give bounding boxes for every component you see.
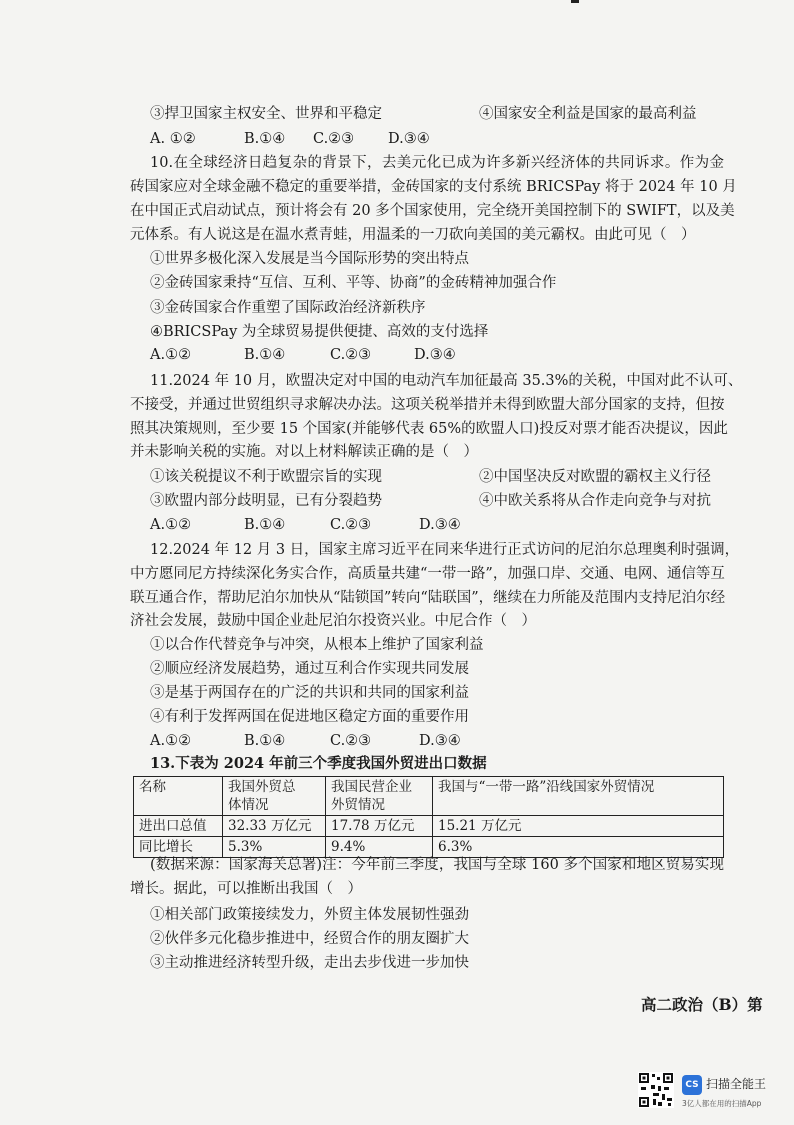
q13-option-3: ③主动推进经济转型升级，走出去步伐进一步加快 (150, 955, 469, 971)
q11-choice-d[interactable]: D.③④ (419, 517, 461, 533)
q11-option-2: ②中国坚决反对欧盟的霸权主义行径 (479, 469, 711, 485)
q11-stem-line-2: 不接受，并通过世贸组织寻求解决办法。这项关税举措并未得到欧盟大部分国家的支持，但按 (130, 397, 725, 413)
q10-choice-d[interactable]: D.③④ (414, 347, 456, 363)
q9-choice-c[interactable]: C.②③ (313, 131, 355, 147)
q13-option-2: ②伙伴多元化稳步推进中，经贸合作的朋友圈扩大 (150, 931, 469, 947)
q10-option-3: ③金砖国家合作重塑了国际政治经济新秩序 (150, 300, 426, 316)
q13-intro: 13.下表为 2024 年前三个季度我国外贸进出口数据 (150, 755, 487, 772)
q10-stem-line-1: 10.在全球经济日趋复杂的背景下，去美元化已成为许多新兴经济体的共同诉求。作为金 (150, 155, 724, 171)
q13-note-line-1: (数据来源：国家海关总署)注：今年前三季度，我国与全球 160 多个国家和地区贸易实现 (150, 857, 724, 873)
q12-option-2: ②顺应经济发展趋势，通过互利合作实现共同发展 (150, 661, 469, 677)
q12-stem-line-2: 中方愿同尼方持续深化务实合作，高质量共建“一带一路”，加强口岸、交通、电网、通信等互 (130, 566, 725, 582)
qr-code-icon (638, 1072, 674, 1108)
table-cell: 5.3% (223, 837, 326, 858)
q13-note-line-2: 增长。据此，可以推断出我国（ ） (130, 881, 362, 897)
q10-option-2: ②金砖国家秉持“互信、互利、平等、协商”的金砖精神加强合作 (150, 275, 557, 291)
q12-choice-d[interactable]: D.③④ (419, 733, 461, 749)
q9-option-3: ③捍卫国家主权安全、世界和平稳定 (150, 106, 382, 122)
q10-choice-a[interactable]: A.①② (150, 347, 192, 363)
table-cell: 15.21 万亿元 (433, 816, 724, 837)
table-cell: 进出口总值 (134, 816, 223, 837)
q12-choice-b[interactable]: B.①④ (244, 733, 286, 749)
q9-option-4: ④国家安全利益是国家的最高利益 (479, 106, 697, 122)
table-row (134, 816, 724, 837)
scanner-app-tagline: 3亿人都在用的扫描App (682, 1099, 762, 1108)
q9-choice-b[interactable]: B.①④ (244, 131, 286, 147)
q10-option-4: ④BRICSPay 为全球贸易提供便捷、高效的支付选择 (150, 324, 489, 340)
table-cell: 9.4% (326, 837, 433, 858)
q10-stem-line-2: 砖国家应对全球金融不稳定的重要举措，金砖国家的支付系统 BRICSPay 将于 2024 年 10 月 (130, 179, 737, 195)
table-cell: 17.78 万亿元 (326, 816, 433, 837)
q11-option-3: ③欧盟内部分歧明显，已有分裂趋势 (150, 493, 382, 509)
table-header-row (134, 777, 724, 816)
q11-stem-line-3: 照其决策规则，至少要 15 个国家(并能够代表 65%的欧盟人口)投反对票才能否决提议，因此 (130, 421, 728, 437)
q12-stem-line-4: 济社会发展，鼓励中国企业赴尼泊尔投资兴业。中尼合作（ ） (130, 613, 536, 629)
q12-option-1: ①以合作代替竞争与冲突，从根本上维护了国家利益 (150, 637, 484, 653)
q10-option-1: ①世界多极化深入发展是当今国际形势的突出特点 (150, 251, 469, 267)
q12-choice-c[interactable]: C.②③ (330, 733, 372, 749)
q11-choice-b[interactable]: B.①④ (244, 517, 286, 533)
table-header-cell: 我国外贸总 体情况 (223, 777, 326, 816)
table-cell: 32.33 万亿元 (223, 816, 326, 837)
table-cell: 6.3% (433, 837, 724, 858)
q9-choice-d[interactable]: D.③④ (388, 131, 430, 147)
q10-stem-line-3: 在中国正式启动试点，预计将会有 20 多个国家使用，完全绕开美国控制下的 SWIFT，以及美 (130, 203, 735, 219)
table-cell: 同比增长 (134, 837, 223, 858)
q11-stem-line-1: 11.2024 年 10 月，欧盟决定对中国的电动汽车加征最高 35.3%的关税，中国对此不认可、 (150, 373, 743, 389)
q10-choice-b[interactable]: B.①④ (244, 347, 286, 363)
q12-option-4: ④有利于发挥两国在促进地区稳定方面的重要作用 (150, 709, 469, 725)
page-footer-label: 高二政治（B）第 (641, 995, 763, 1014)
q10-choice-c[interactable]: C.②③ (330, 347, 372, 363)
q11-choice-a[interactable]: A.①② (150, 517, 192, 533)
q13-option-1: ①相关部门政策接续发力，外贸主体发展韧性强劲 (150, 907, 469, 923)
table-header-cell: 名称 (134, 777, 223, 816)
q12-choice-a[interactable]: A.①② (150, 733, 192, 749)
table-header-cell: 我国与“一带一路”沿线国家外贸情况 (433, 777, 724, 816)
q11-stem-line-4: 并未影响关税的实施。对以上材料解读正确的是（ ） (130, 444, 478, 460)
scanner-app-name: 扫描全能王 (706, 1077, 767, 1091)
camscanner-logo-icon: CS (682, 1075, 702, 1095)
table-header-cell: 我国民营企业 外贸情况 (326, 777, 433, 816)
q9-choice-a[interactable]: A. ①② (150, 131, 196, 147)
q11-choice-c[interactable]: C.②③ (330, 517, 372, 533)
q11-option-1: ①该关税提议不利于欧盟宗旨的实现 (150, 469, 382, 485)
q10-stem-line-4: 元体系。有人说这是在温水煮青蛙，用温柔的一刀砍向美国的美元霸权。由此可见（ ） (130, 227, 696, 243)
q12-stem-line-1: 12.2024 年 12 月 3 日，国家主席习近平在同来华进行正式访问的尼泊尔总理奥利时强调， (150, 542, 740, 558)
trade-data-table (133, 776, 724, 858)
q11-option-4: ④中欧关系将从合作走向竞争与对抗 (479, 493, 711, 509)
scan-mark (571, 0, 579, 3)
q12-stem-line-3: 联互通合作，帮助尼泊尔加快从“陆锁国”转向“陆联国”，继续在力所能及范围内支持尼泊尔经 (130, 590, 726, 606)
q12-option-3: ③是基于两国存在的广泛的共识和共同的国家利益 (150, 685, 469, 701)
